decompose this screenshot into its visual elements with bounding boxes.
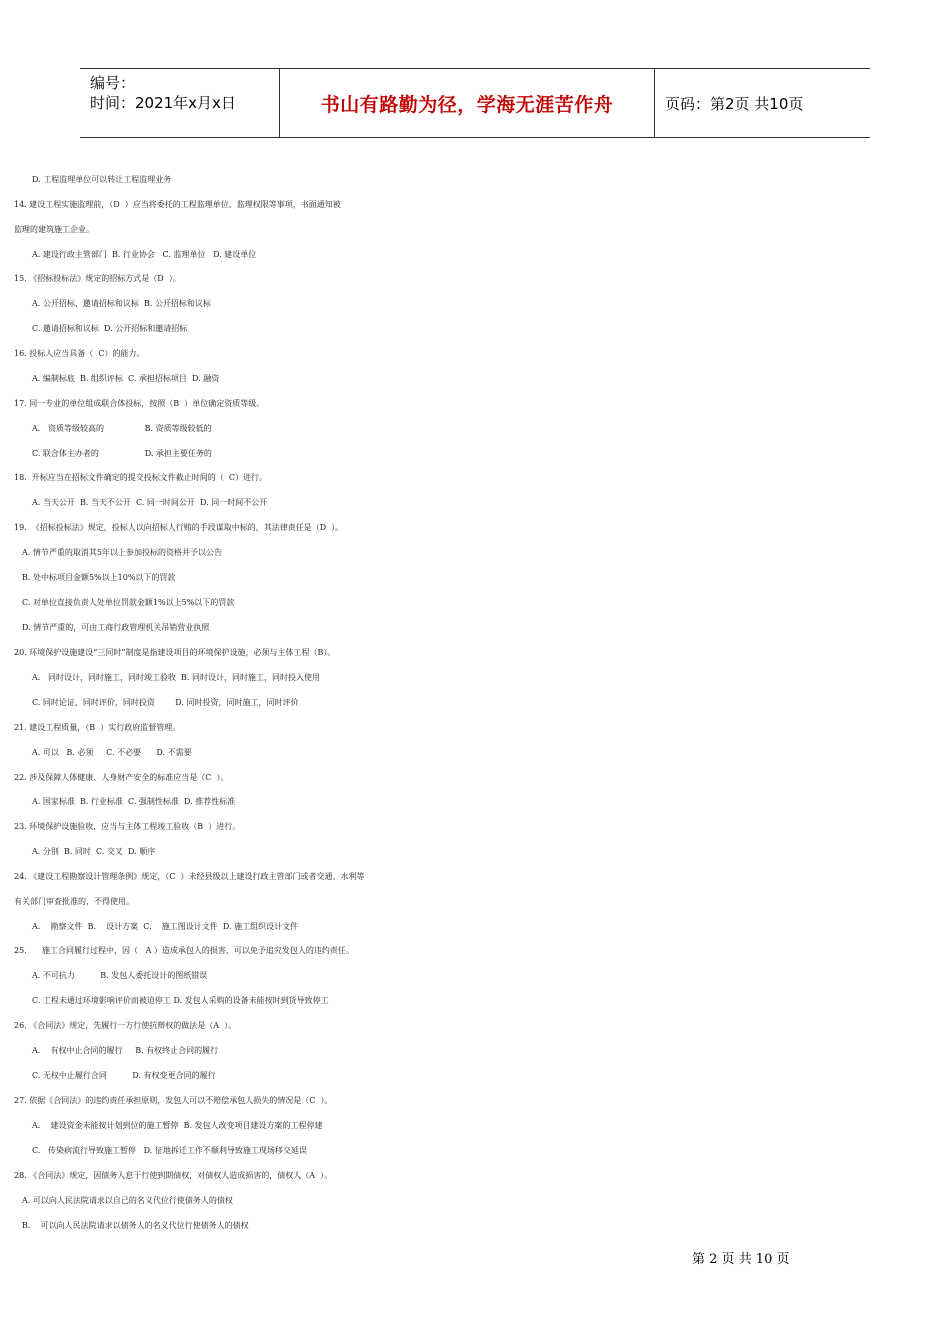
text-line: 15. 《招标投标法》规定的招标方式是（D ）。 — [14, 274, 181, 283]
text-line: A. 国家标准 B. 行业标准 C. 强制性标准 D. 推荐性标准 — [32, 797, 236, 806]
text-line: 25. 施工合同履行过程中，因（ A ）造成承包人的损害，可以免予追究发包人的违约责任。 — [14, 946, 354, 955]
text-line: C. 邀请招标和议标 D. 公开招标和邀请招标 — [32, 324, 188, 333]
text-line: 26. 《合同法》规定，先履行一方行使抗辩权的做法是（A ）。 — [14, 1021, 237, 1030]
text-line: 监理的建筑施工企业。 — [14, 225, 94, 234]
text-line: 28. 《合同法》规定，因债务人怠于行使到期债权，对债权人造成损害的，债权人（A ）。 — [14, 1171, 333, 1180]
text-line: A. 有权中止合同的履行 B. 有权终止合同的履行 — [32, 1046, 219, 1055]
text-line: A. 建设行政主管部门 B. 行业协会 C. 监理单位 D. 建设单位 — [32, 250, 257, 259]
text-line: A. 可以 B. 必须 C. 不必要 D. 不需要 — [32, 748, 192, 757]
text-line: A. 不可抗力 B. 发包人委托设计的图纸错误 — [32, 971, 208, 980]
page-footer: 第 2 页 共 10 页 — [692, 1252, 790, 1267]
text-line: A. 可以向人民法院请求以自己的名义代位行使债务人的债权 — [22, 1196, 233, 1205]
header-page-info: 页码：第2页 共10页 — [665, 94, 804, 113]
text-line: 20. 环境保护设施建设“三同时”制度是指建设项目的环境保护设施，必须与主体工程（B）。 — [14, 648, 336, 657]
text-line: 27. 依据《合同法》的违约责任承担原则，发包人可以不赔偿承包人损失的情况是（C ）。 — [14, 1096, 333, 1105]
text-line: A. 公开招标、邀请招标和议标 B. 公开招标和议标 — [32, 299, 211, 308]
page-header — [80, 68, 870, 138]
header-meta — [80, 69, 280, 137]
text-line: C. 联合体主办者的 D. 承担主要任务的 — [32, 449, 212, 458]
text-line: C. 工程未通过环境影响评价而被迫停工 D. 发包人采购的设备未能按时到货导致停工 — [32, 996, 329, 1005]
text-line: D. 情节严重的，可由工商行政管理机关吊销营业执照 — [22, 623, 210, 632]
document-date: 时间：2021年x月x日 — [90, 94, 236, 112]
header-motto: 书山有路勤为径，学海无涯苦作舟 — [280, 69, 655, 137]
text-line: 17. 同一专业的单位组成联合体投标，按照（B ）单位确定资质等级。 — [14, 399, 265, 408]
text-line: C. 对单位直接负责人处单位罚款金额1%以上5%以下的罚款 — [22, 598, 235, 607]
text-line: A. 编制标底 B. 组织评标 C. 承担招标项目 D. 融资 — [32, 374, 220, 383]
text-line: 22. 涉及保障人体健康、人身财产安全的标准应当是（C ）。 — [14, 773, 229, 782]
text-line: 23. 环境保护设施验收，应当与主体工程竣工验收（B ）进行。 — [14, 822, 241, 831]
text-line: B. 可以向人民法院请求以债务人的名义代位行使债务人的债权 — [22, 1221, 249, 1230]
text-line: D. 工程监理单位可以转让工程监理业务 — [32, 175, 172, 184]
text-line: C. 传染病流行导致施工暂停 D. 征地拆迁工作不顺利导致施工现场移交延误 — [32, 1146, 307, 1155]
text-line: A. 分别 B. 同时 C. 交叉 D. 顺序 — [32, 847, 156, 856]
text-line: 21. 建设工程质量，（B ）实行政府监督管理。 — [14, 723, 181, 732]
text-line: A. 同时设计，同时施工，同时竣工验收 B. 同时设计，同时施工，同时投入使用 — [32, 673, 320, 682]
text-line: A. 情节严重的取消其5年以上参加投标的资格并予以公告 — [22, 548, 222, 557]
text-line: 有关部门审查批准的，不得使用。 — [14, 897, 134, 906]
text-line: A. 资质等级较高的 B. 资质等级较低的 — [32, 424, 212, 433]
text-line: 19. 《招标投标法》规定，投标人以向招标人行贿的手段谋取中标的，其法律责任是（D ）。 — [14, 523, 344, 532]
text-line: 16. 投标人应当具备（ C）的能力。 — [14, 349, 145, 358]
text-line: 18. 开标应当在招标文件确定的提交投标文件截止时间的（ C）进行。 — [14, 473, 268, 482]
text-line: 14. 建设工程实施监理前，（D ）应当将委托的工程监理单位、监理权限等事项，书面通知被 — [14, 200, 341, 209]
document-number-label: 编号： — [90, 74, 136, 92]
text-line: A. 建设资金未能按计划到位的施工暂停 B. 发包人改变项目建设方案的工程停建 — [32, 1121, 323, 1130]
text-line: B. 处中标项目金额5%以上10%以下的罚款 — [22, 573, 176, 582]
text-line: A. 当天公开 B. 当天不公开 C. 同一时间公开 D. 同一时间不公开 — [32, 498, 268, 507]
text-line: C. 无权中止履行合同 D. 有权变更合同的履行 — [32, 1071, 216, 1080]
text-line: 24. 《建设工程勘察设计管理条例》规定，（C ）未经县级以上建设行政主管部门或者交通、水利等 — [14, 872, 365, 881]
text-line: C. 同时论证，同时评价，同时投资 D. 同时投资，同时施工，同时评价 — [32, 698, 299, 707]
text-line: A. 勘察文件 B. 设计方案 C. 施工图设计文件 D. 施工组织设计文件 — [32, 922, 299, 931]
